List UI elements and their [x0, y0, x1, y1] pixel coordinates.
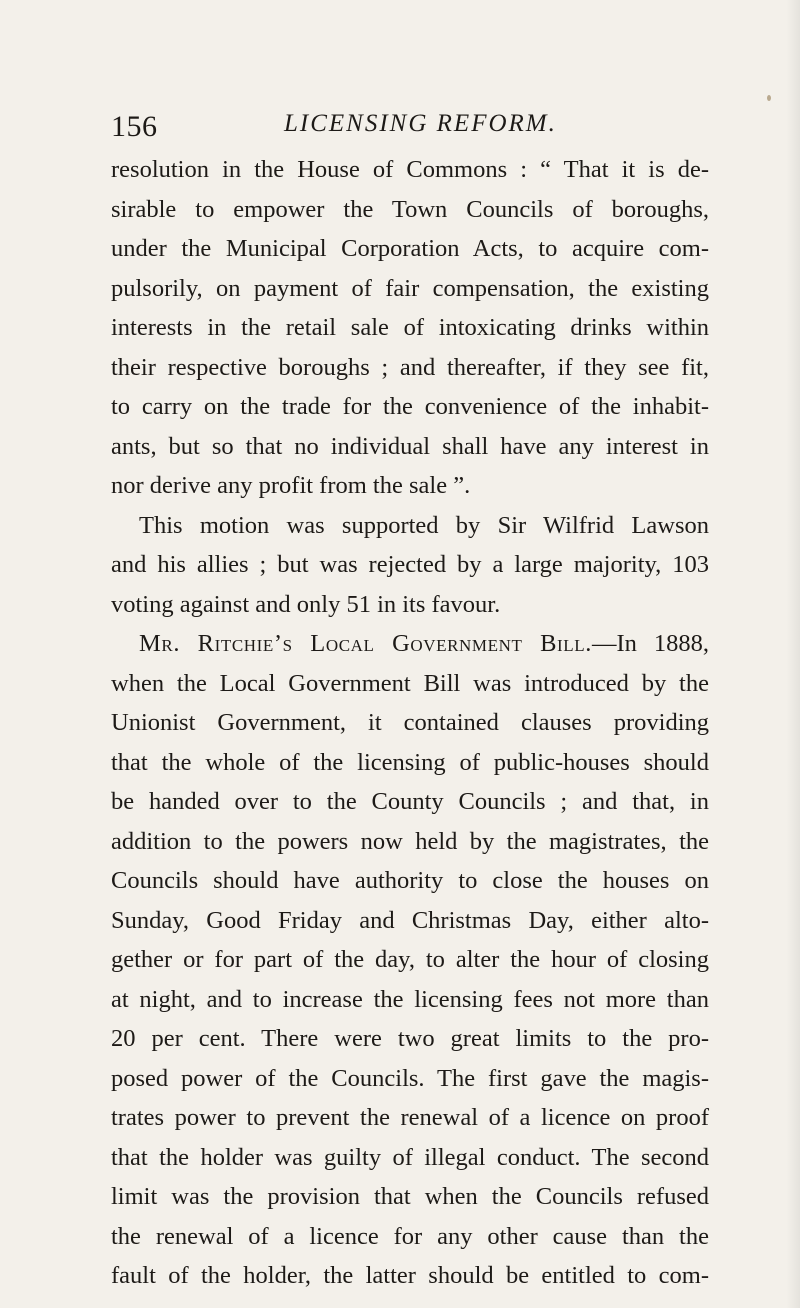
paper-speck	[767, 95, 771, 101]
text-line: sirable to empower the Town Councils of boroughs,	[111, 195, 709, 223]
text-line: Unionist Government, it contained clauses providing	[111, 709, 709, 736]
text-line: pulsorily, on payment of fair compensation, the existing	[111, 274, 709, 302]
page-number: 156	[111, 110, 158, 143]
text-line: voting against and only 51 in its favour.	[111, 590, 501, 618]
text-line: This motion was supported by Sir Wilfrid Lawson	[139, 511, 709, 539]
text-line: fault of the holder, the latter should be entitled to com-	[111, 1262, 709, 1289]
text-line: interests in the retail sale of intoxicating drinks within	[111, 314, 709, 341]
body-text	[111, 150, 709, 1296]
text-line: the renewal of a licence for any other cause than the	[111, 1222, 709, 1250]
text-line: gether or for part of the day, to alter the hour of closing	[111, 946, 709, 973]
text-line: trates power to prevent the renewal of a licence on proof	[111, 1104, 709, 1131]
page-edge-shadow	[786, 0, 800, 1308]
text-line: when the Local Government Bill was introduced by the	[111, 669, 709, 697]
text-line: resolution in the House of Commons : “ That it is de-	[111, 156, 709, 183]
section-lead-in: —In 1888,	[591, 630, 709, 657]
section-heading: Mr. Ritchie’s Local Government Bill.	[139, 630, 592, 657]
section-heading-line	[111, 624, 709, 664]
running-head	[111, 110, 709, 150]
text-line: at night, and to increase the licensing fees not more than	[111, 985, 709, 1013]
text-line: to carry on the trade for the convenience of the inhabit-	[111, 393, 709, 420]
text-line: ants, but so that no individual shall have any interest in	[111, 432, 709, 460]
text-line: that the whole of the licensing of public-houses should	[111, 748, 709, 776]
text-line: their respective boroughs ; and thereafter, if they see fit,	[111, 353, 709, 381]
text-line: 20 per cent. There were two great limits to the pro-	[111, 1025, 709, 1052]
text-line: posed power of the Councils. The first gave the magis-	[111, 1064, 709, 1092]
text-line: nor derive any profit from the sale ”.	[111, 472, 471, 499]
text-line: Sunday, Good Friday and Christmas Day, either alto-	[111, 906, 709, 934]
text-line: addition to the powers now held by the magistrates, the	[111, 827, 709, 855]
text-line: and his allies ; but was rejected by a large majority, 103	[111, 551, 709, 578]
text-line: under the Municipal Corporation Acts, to acquire com-	[111, 235, 709, 262]
text-line: Councils should have authority to close the houses on	[111, 867, 709, 894]
running-title: LICENSING REFORM.	[284, 110, 557, 137]
text-line: that the holder was guilty of illegal conduct. The second	[111, 1143, 709, 1171]
text-line: limit was the provision that when the Councils refused	[111, 1183, 709, 1210]
text-line: be handed over to the County Councils ; and that, in	[111, 788, 709, 815]
